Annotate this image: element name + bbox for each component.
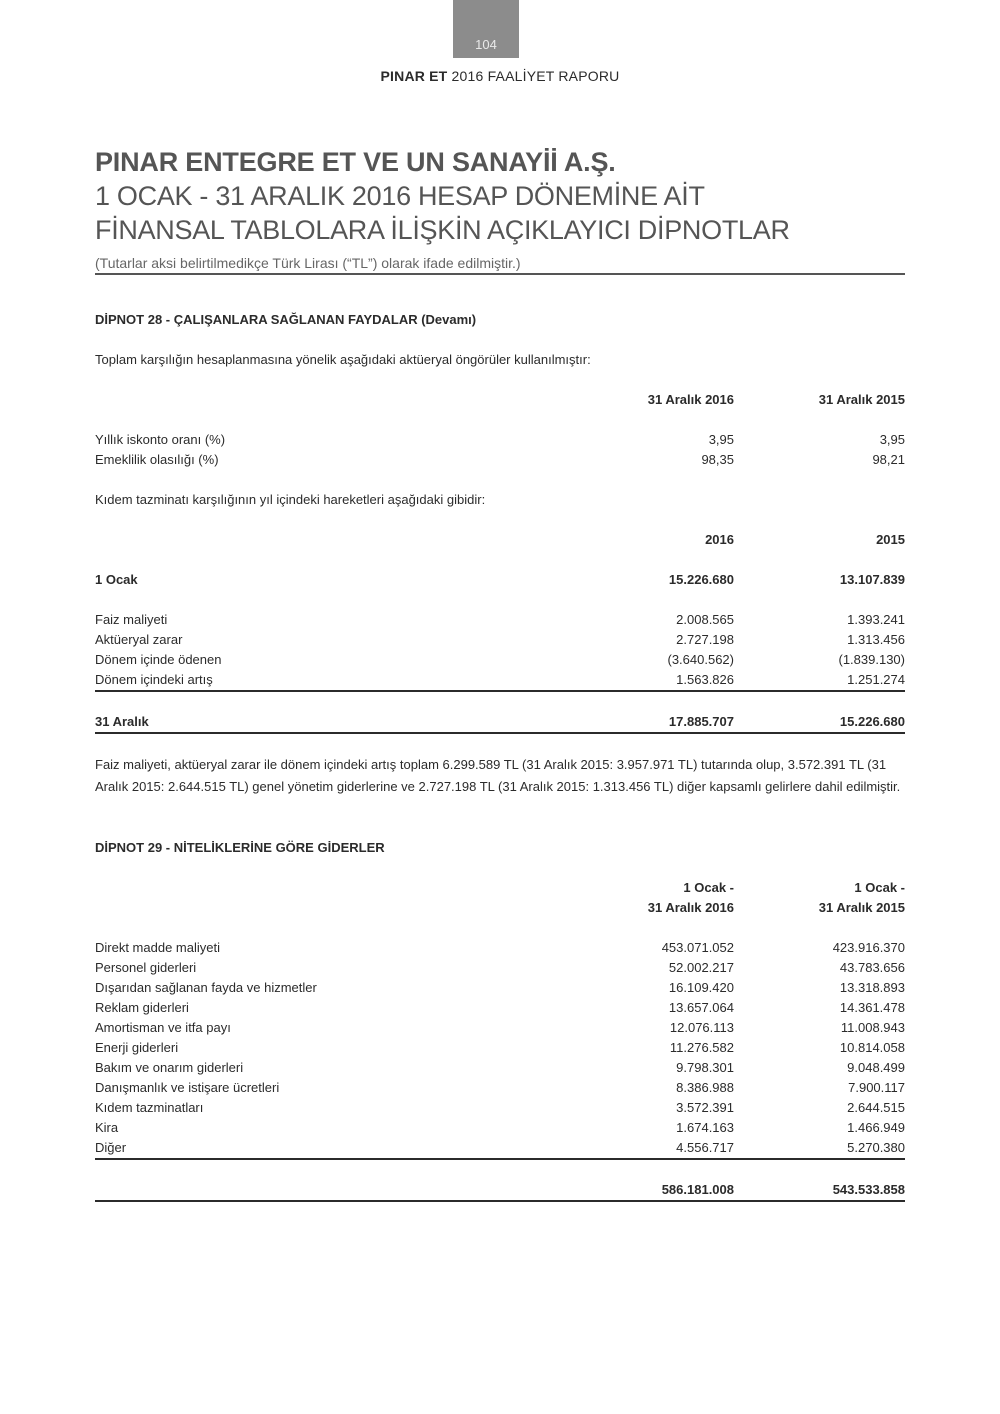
value-2016: 98,35 bbox=[701, 452, 734, 467]
value-2015: 1.251.274 bbox=[847, 672, 905, 687]
row-label: Direkt madde maliyeti bbox=[95, 940, 220, 955]
note-28-intro: Toplam karşılığın hesaplanmasına yönelik aşağıdaki aktüeryal öngörüler kullanılmıştır: bbox=[95, 352, 591, 367]
value-2016: 9.798.301 bbox=[676, 1060, 734, 1075]
movement-header-2015: 2015 bbox=[876, 532, 905, 547]
row-label: Enerji giderleri bbox=[95, 1040, 179, 1055]
movement-header-row bbox=[95, 530, 905, 550]
row-label: Faiz maliyeti bbox=[95, 612, 168, 627]
value-2016: 453.071.052 bbox=[661, 940, 734, 955]
report-title: 2016 FAALİYET RAPORU bbox=[451, 68, 620, 84]
row-label: Amortisman ve itfa payı bbox=[95, 1020, 231, 1035]
value-2015: 13.318.893 bbox=[839, 980, 905, 995]
table-row bbox=[95, 998, 905, 1018]
row-label: Aktüeryal zarar bbox=[95, 632, 183, 647]
movement-header-2016: 2016 bbox=[705, 532, 734, 547]
expenses-header-2016-line2: 31 Aralık 2016 bbox=[647, 900, 734, 915]
value-2015: 3,95 bbox=[879, 432, 905, 447]
page-number: 104 bbox=[475, 37, 497, 52]
row-label: Kira bbox=[95, 1120, 119, 1135]
value-2016: 8.386.988 bbox=[676, 1080, 734, 1095]
expenses-header-2015-line2: 31 Aralık 2015 bbox=[818, 900, 905, 915]
value-2015: 1.313.456 bbox=[847, 632, 905, 647]
value-2015: 11.008.943 bbox=[840, 1020, 905, 1035]
value-2015: 1.466.949 bbox=[847, 1120, 905, 1135]
explanation-line-2: Aralık 2015: 2.644.515 TL) genel yönetim giderlerine ve 2.727.198 TL (31 Aralık 2015: 1.313.456 TL) diğer kapsamlı gelirlere dahil edilmiştir. bbox=[95, 779, 901, 794]
value-2015: 14.361.478 bbox=[839, 1000, 905, 1015]
value-2016: 17.885.707 bbox=[668, 714, 734, 729]
row-label: 1 Ocak bbox=[95, 572, 138, 587]
row-label: Danışmanlık ve istişare ücretleri bbox=[95, 1080, 280, 1095]
value-2016: 1.563.826 bbox=[676, 672, 734, 687]
currency-note: (Tutarlar aksi belirtilmedikçe Türk Lirası (“TL”) olarak ifade edilmiştir.) bbox=[95, 255, 905, 275]
table-row bbox=[95, 1058, 905, 1078]
value-2015: (1.839.130) bbox=[838, 652, 905, 667]
value-2015: 7.900.117 bbox=[848, 1080, 905, 1095]
table-row bbox=[95, 650, 905, 670]
value-2015: 5.270.380 bbox=[847, 1140, 905, 1155]
page-number-tab bbox=[453, 0, 519, 58]
row-label: 31 Aralık bbox=[95, 714, 149, 729]
table-row bbox=[95, 958, 905, 978]
value-2016: 52.002.217 bbox=[668, 960, 734, 975]
table-row bbox=[95, 450, 905, 470]
value-2015: 15.226.680 bbox=[839, 714, 905, 729]
page-content bbox=[95, 310, 905, 1202]
total-2015: 543.533.858 bbox=[832, 1182, 905, 1197]
explanation-line-1: Faiz maliyeti, aktüeryal zarar ile dönem içindeki artış toplam 6.299.589 TL (31 Aralık 2015: 3.957.971 TL) tutarında olup, 3.572.391 TL (31 bbox=[95, 757, 887, 772]
period-title: 1 OCAK - 31 ARALIK 2016 HESAP DÖNEMİNE AİT bbox=[95, 181, 705, 211]
row-label: Personel giderleri bbox=[95, 960, 197, 975]
table-row bbox=[95, 670, 905, 692]
table-row bbox=[95, 978, 905, 998]
value-2016: 12.076.113 bbox=[669, 1020, 734, 1035]
table-row bbox=[95, 430, 905, 450]
table-row bbox=[95, 938, 905, 958]
report-brand: PINAR ET bbox=[380, 68, 448, 84]
value-2015: 2.644.515 bbox=[847, 1100, 905, 1115]
value-2016: 4.556.717 bbox=[676, 1140, 734, 1155]
value-2015: 423.916.370 bbox=[832, 940, 905, 955]
value-2016: 1.674.163 bbox=[676, 1120, 734, 1135]
row-label: Emeklilik olasılığı (%) bbox=[95, 452, 219, 467]
total-2016: 586.181.008 bbox=[661, 1182, 734, 1197]
company-title: PINAR ENTEGRE ET VE UN SANAYİİ A.Ş. bbox=[95, 147, 616, 177]
table-row bbox=[95, 630, 905, 650]
value-2016: 3,95 bbox=[708, 432, 734, 447]
row-label: Bakım ve onarım giderleri bbox=[95, 1060, 244, 1075]
movement-intro: Kıdem tazminatı karşılığının yıl içindeki hareketleri aşağıdaki gibidir: bbox=[95, 492, 486, 507]
assumptions-header-2016: 31 Aralık 2016 bbox=[647, 392, 734, 407]
value-2015: 1.393.241 bbox=[847, 612, 905, 627]
report-header bbox=[0, 68, 1000, 84]
row-label: Dönem içinde ödenen bbox=[95, 652, 222, 667]
assumptions-header-row bbox=[95, 390, 905, 410]
note-29-heading: DİPNOT 29 - NİTELİKLERİNE GÖRE GİDERLER bbox=[95, 840, 385, 855]
expenses-header-2015-line1: 1 Ocak - bbox=[854, 880, 905, 895]
value-2016: (3.640.562) bbox=[667, 652, 734, 667]
table-row bbox=[95, 1078, 905, 1098]
row-label: Diğer bbox=[95, 1140, 127, 1155]
value-2016: 2.008.565 bbox=[676, 612, 734, 627]
expenses-header-row-2 bbox=[95, 898, 905, 918]
value-2015: 43.783.656 bbox=[839, 960, 905, 975]
row-label: Dışarıdan sağlanan fayda ve hizmetler bbox=[95, 980, 317, 995]
closing-balance-row bbox=[95, 712, 905, 734]
table-row bbox=[95, 1138, 905, 1160]
row-label: Kıdem tazminatları bbox=[95, 1100, 204, 1115]
value-2016: 13.657.064 bbox=[668, 1000, 734, 1015]
expenses-total-row bbox=[95, 1180, 905, 1202]
value-2016: 15.226.680 bbox=[668, 572, 734, 587]
expenses-header-row-1 bbox=[95, 878, 905, 898]
table-row bbox=[95, 1038, 905, 1058]
value-2015: 98,21 bbox=[872, 452, 905, 467]
row-label: Yıllık iskonto oranı (%) bbox=[95, 432, 226, 447]
table-row bbox=[95, 1098, 905, 1118]
document-title-block bbox=[95, 145, 905, 275]
value-2015: 13.107.839 bbox=[839, 572, 905, 587]
value-2016: 2.727.198 bbox=[676, 632, 734, 647]
value-2016: 3.572.391 bbox=[676, 1100, 734, 1115]
assumptions-header-2015: 31 Aralık 2015 bbox=[818, 392, 905, 407]
table-row bbox=[95, 610, 905, 630]
expenses-header-2016-line1: 1 Ocak - bbox=[683, 880, 734, 895]
note-28-heading: DİPNOT 28 - ÇALIŞANLARA SAĞLANAN FAYDALAR (Devamı) bbox=[95, 312, 477, 327]
table-row bbox=[95, 1018, 905, 1038]
row-label: Reklam giderleri bbox=[95, 1000, 189, 1015]
value-2016: 11.276.582 bbox=[669, 1040, 734, 1055]
value-2016: 16.109.420 bbox=[668, 980, 734, 995]
opening-balance-row bbox=[95, 570, 905, 590]
value-2015: 9.048.499 bbox=[847, 1060, 905, 1075]
notes-title: FİNANSAL TABLOLARA İLİŞKİN AÇIKLAYICI DİPNOTLAR bbox=[95, 215, 790, 245]
table-row bbox=[95, 1118, 905, 1138]
row-label: Dönem içindeki artış bbox=[95, 672, 213, 687]
value-2015: 10.814.058 bbox=[839, 1040, 905, 1055]
